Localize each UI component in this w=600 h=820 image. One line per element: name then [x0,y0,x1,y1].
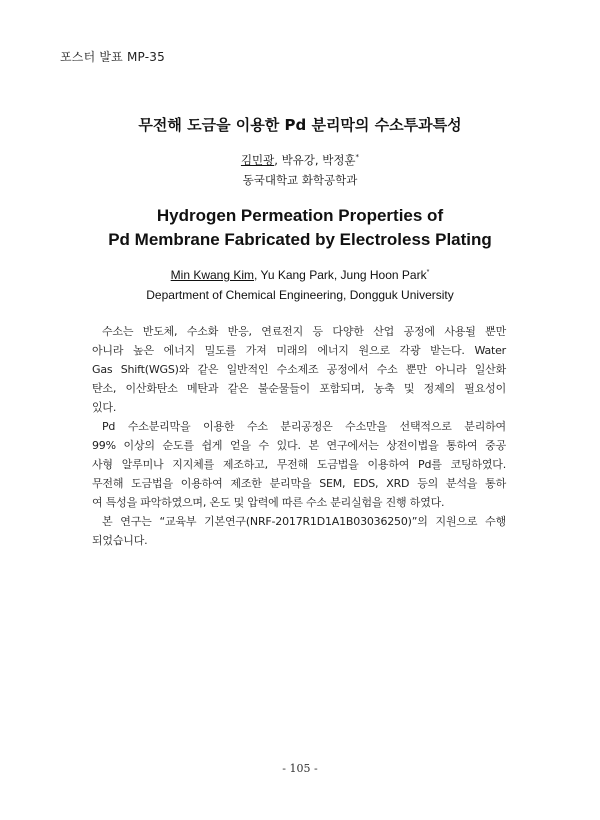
english-affiliation: Department of Chemical Engineering, Dongguk University [146,288,454,302]
abstract-line: Pd 수소분리막을 이용한 수소 분리공정은 수소만을 선택적으로 분리하여 [102,420,506,433]
abstract-line: 아니라 높은 에너지 밀도를 가져 미래의 에너지 원으로 각광 받는다. Water [92,344,506,357]
presenting-author-korean: 김민광 [240,153,275,167]
korean-affiliation: 동국대학교 화학공학과 [242,173,358,187]
author-separator: , [314,153,323,167]
korean-title: 무전해 도금을 이용한 Pd 분리막의 수소투과특성 [138,116,462,134]
abstract-line: 99% 이상의 순도를 쉽게 얻을 수 있다. 본 연구에서는 상전이법을 통하여 중공 [92,439,506,452]
english-title-line-1: Hydrogen Permeation Properties of [156,206,444,225]
corresponding-mark: * [355,153,360,162]
author-korean-2: 박유강 [281,153,315,167]
abstract-line: 여 특성을 파악하였으며, 온도 및 압력에 따른 수소 분리실험을 진행 하였다. [92,496,445,509]
korean-authors [0,152,600,168]
abstract-line: 탄소, 이산화탄소 메탄과 같은 불순물들이 포함되며, 농축 및 정제의 필요성이 [92,382,506,395]
author-korean-3: 박정훈 [322,153,356,167]
page-number: - 105 - [282,762,318,775]
english-authors [0,268,600,282]
english-title-line-2: Pd Membrane Fabricated by Electroless Plating [108,230,492,249]
english-title [0,204,600,252]
other-authors-english: , Yu Kang Park, Jung Hoon Park [254,268,427,282]
presenting-author-english: Min Kwang Kim [170,268,255,282]
abstract-line: 있다. [92,401,117,414]
abstract-body [92,322,506,550]
abstract-line: 수소는 반도체, 수소화 반응, 연료전지 등 다양한 산업 공정에 사용될 뿐만 [102,325,506,338]
abstract-line: 본 연구는 “교육부 기본연구(NRF-2017R1D1A1B03036250)”의 지원으로 수행 [102,515,506,528]
corresponding-mark: * [426,269,430,276]
abstract-line: 무전해 도금법을 이용하여 제조한 분리막을 SEM, EDS, XRD 등의 분석을 통하 [92,477,506,490]
abstract-line: 사형 알루미나 지지체를 제조하고, 무전해 도금법을 이용하여 Pd를 코팅하였다. [92,458,506,471]
abstract-line: 되었습니다. [92,534,148,547]
abstract-line: Gas Shift(WGS)와 같은 일반적인 수소제조 공정에서 수소 뿐만 아니라 일산화 [92,363,506,376]
author-separator: , [274,153,282,167]
session-label: 포스터 발표 MP-35 [60,50,165,64]
